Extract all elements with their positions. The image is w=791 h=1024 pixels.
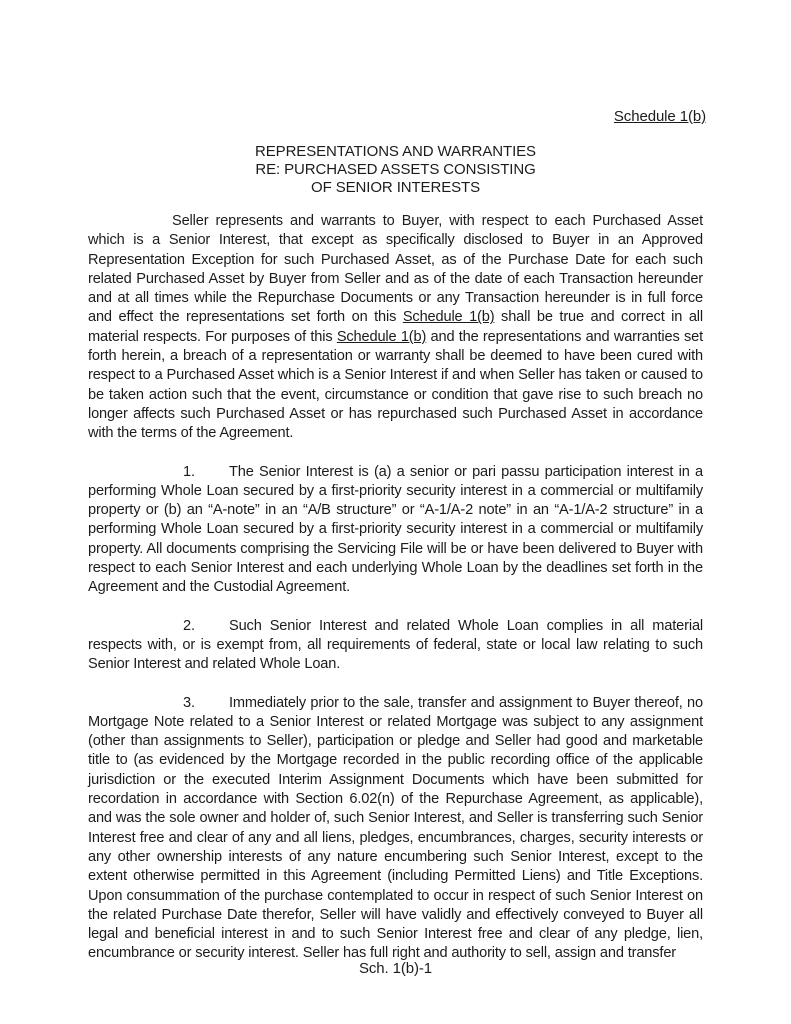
page-number: Sch. 1(b)-1 xyxy=(358,960,433,977)
paragraph-number: 3. xyxy=(183,694,195,711)
document-title xyxy=(88,143,703,197)
paragraph xyxy=(88,694,703,964)
text-run: The Senior Interest is (a) a senior or pari passu participation interest in a performing Whole Loan secured by a first-priority security interest in a commercial or multifamily property or (b) an “A-note” in an “A/B structure” or “A-1/A-2 note” in an “A-1/A-2 structure” in a performing Whole Loan secured by a first-priority security interest in a commercial or multifamily property. All documents comprising the Servicing File will be or have been delivered to Buyer with respect to each Senior Interest and each underlying Whole Loan by the deadlines set forth in the Agreement and the Custodial Agreement. xyxy=(88,463,703,596)
paragraph xyxy=(88,212,703,444)
paragraph xyxy=(88,617,703,675)
text-run: and the representations and warranties set forth herein, a breach of a representation or warranty shall be deemed to have been cured with respect to a Purchased Asset which is a Senior Interest if and when Seller has taken or caused to be taken action such that the event, circumstance or condition that gave rise to such breach no longer affects such Purchased Asset or has repurchased such Purchased Asset in accordance with the terms of the Agreement. xyxy=(88,328,703,442)
underlined-text: Schedule 1(b) xyxy=(336,328,427,345)
document-body xyxy=(88,212,703,983)
underlined-text: Schedule 1(b) xyxy=(402,309,495,326)
text-run: Seller represents and warrants to Buyer, with respect to each Purchased Asset which is a Senior Interest, that except as specifically disclosed to Buyer in an Approved Representation Exception for such Purchased Asset, as of the Purchase Date for each such related Purchased Asset by Buyer from Seller and as of the date of each Transaction hereunder and at all times while the Repurchase Documents or any Transaction hereunder is in full force and effect the representations set forth on this xyxy=(88,213,703,326)
title-line-2: RE: PURCHASED ASSETS CONSISTING xyxy=(255,161,536,178)
schedule-label: Schedule 1(b) xyxy=(613,108,706,125)
text-run: shall be true and correct in all material respects. For purposes of this xyxy=(88,309,703,345)
paragraph-number: 1. xyxy=(183,463,195,480)
text-run: Such Senior Interest and related Whole Loan complies in all material respects with, or is exempt from, all requirements of federal, state or local law relating to such Senior Interest and related Whole Loan. xyxy=(88,617,703,673)
title-line-1: REPRESENTATIONS AND WARRANTIES xyxy=(255,143,536,160)
paragraph xyxy=(88,463,703,598)
title-line-3: OF SENIOR INTERESTS xyxy=(311,179,480,196)
paragraph-number: 2. xyxy=(183,617,195,634)
text-run: Immediately prior to the sale, transfer and assignment to Buyer thereof, no Mortgage Note related to a Senior Interest or related Mortgage was subject to any assignment (other than assignments to Seller), participation or pledge and Seller had good and marketable title to (as evidenced by the Mortgage recorded in the public recording office of the applicable jurisdiction or the executed Interim Assignment Documents which have been submitted for recordation in accordance with Section 6.02(n) of the Repurchase Agreement, as applicable), and was the sole owner and holder of, such Senior Interest, and Seller is transferring such Senior Interest free and clear of any and all liens, pledges, encumbrances, charges, security interests or any other ownership interests of any nature encumbering such Senior Interest, except to the extent otherwise permitted in this Agreement (including Permitted Liens) and Title Exceptions. Upon consummation of the purchase contemplated to occur in respect of such Senior Interest on the related Purchase Date therefor, Seller will have validly and effectively conveyed to Buyer all legal and beneficial interest in and to such Senior Interest free and clear of any pledge, lien, encumbrance or security interest. Seller has full right and authority to sell, assign and transfer xyxy=(88,694,703,962)
